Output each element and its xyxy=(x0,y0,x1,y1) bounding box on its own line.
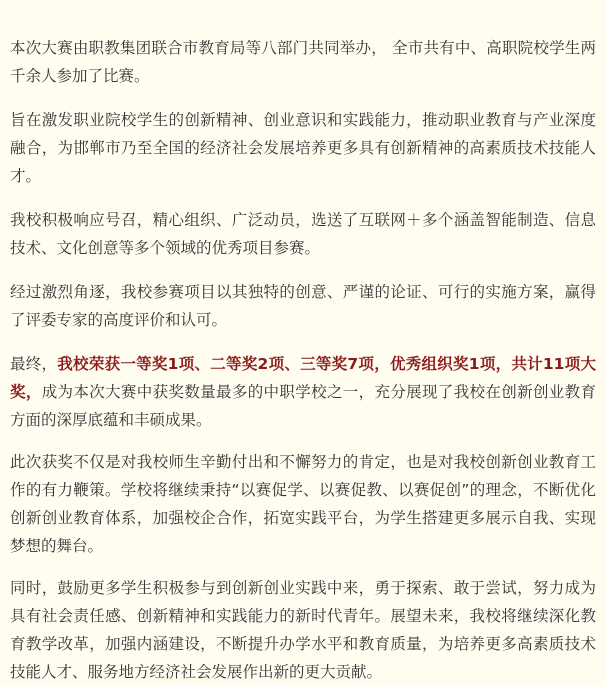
paragraph-significance: 此次获奖不仅是对我校师生辛勤付出和不懈努力的肯定，也是对我校创新创业教育工作的有力鞭策。学校将继续秉持“以赛促学、以赛促教、以赛促创”的理念，不断优化创新创业教育体系，加强校企合作，拓宽实践平台，为学生搭建更多展示自我、实现梦想的舞台。 xyxy=(10,453,596,555)
paragraph-results xyxy=(10,350,596,434)
results-highlight: 我校荣获一等奖1项、二等奖2项、三等奖7项，优秀组织奖1项，共计11项大奖， xyxy=(10,355,596,401)
results-tail: 成为本次大赛中获奖数量最多的中职学校之一，充分展现了我校在创新创业教育方面的深厚底蕴和丰硕成果。 xyxy=(10,383,596,429)
paragraph-event-purpose: 旨在激发职业院校学生的创新精神、创业意识和实践能力，推动职业教育与产业深度融合，为邯郸市乃至全国的经济社会发展培养更多具有创新精神的高素质技术技能人才。 xyxy=(10,111,596,185)
paragraph-competition: 经过激烈角逐，我校参赛项目以其独特的创意、严谨的论证、可行的实施方案，赢得了评委专家的高度评价和认可。 xyxy=(10,283,596,329)
paragraph-school-participation: 我校积极响应号召，精心组织、广泛动员，选送了互联网＋多个涵盖智能制造、信息技术、文化创意等多个领域的优秀项目参赛。 xyxy=(10,211,596,257)
paragraph-event-intro: 本次大赛由职教集团联合市教育局等八部门共同举办， 全市共有中、高职院校学生两千余人参加了比赛。 xyxy=(10,39,596,85)
results-lead: 最终， xyxy=(10,355,58,373)
paragraph-outlook: 同时，鼓励更多学生积极参与到创新创业实践中来，勇于探索、敢于尝试，努力成为具有社会责任感、创新精神和实践能力的新时代青年。展望未来，我校将继续深化教育教学改革，加强内涵建设，不断提升办学水平和教育质量，为培养更多高素质技术技能人才、服务地方经济社会发展作出新的更大贡献。 xyxy=(10,579,596,681)
